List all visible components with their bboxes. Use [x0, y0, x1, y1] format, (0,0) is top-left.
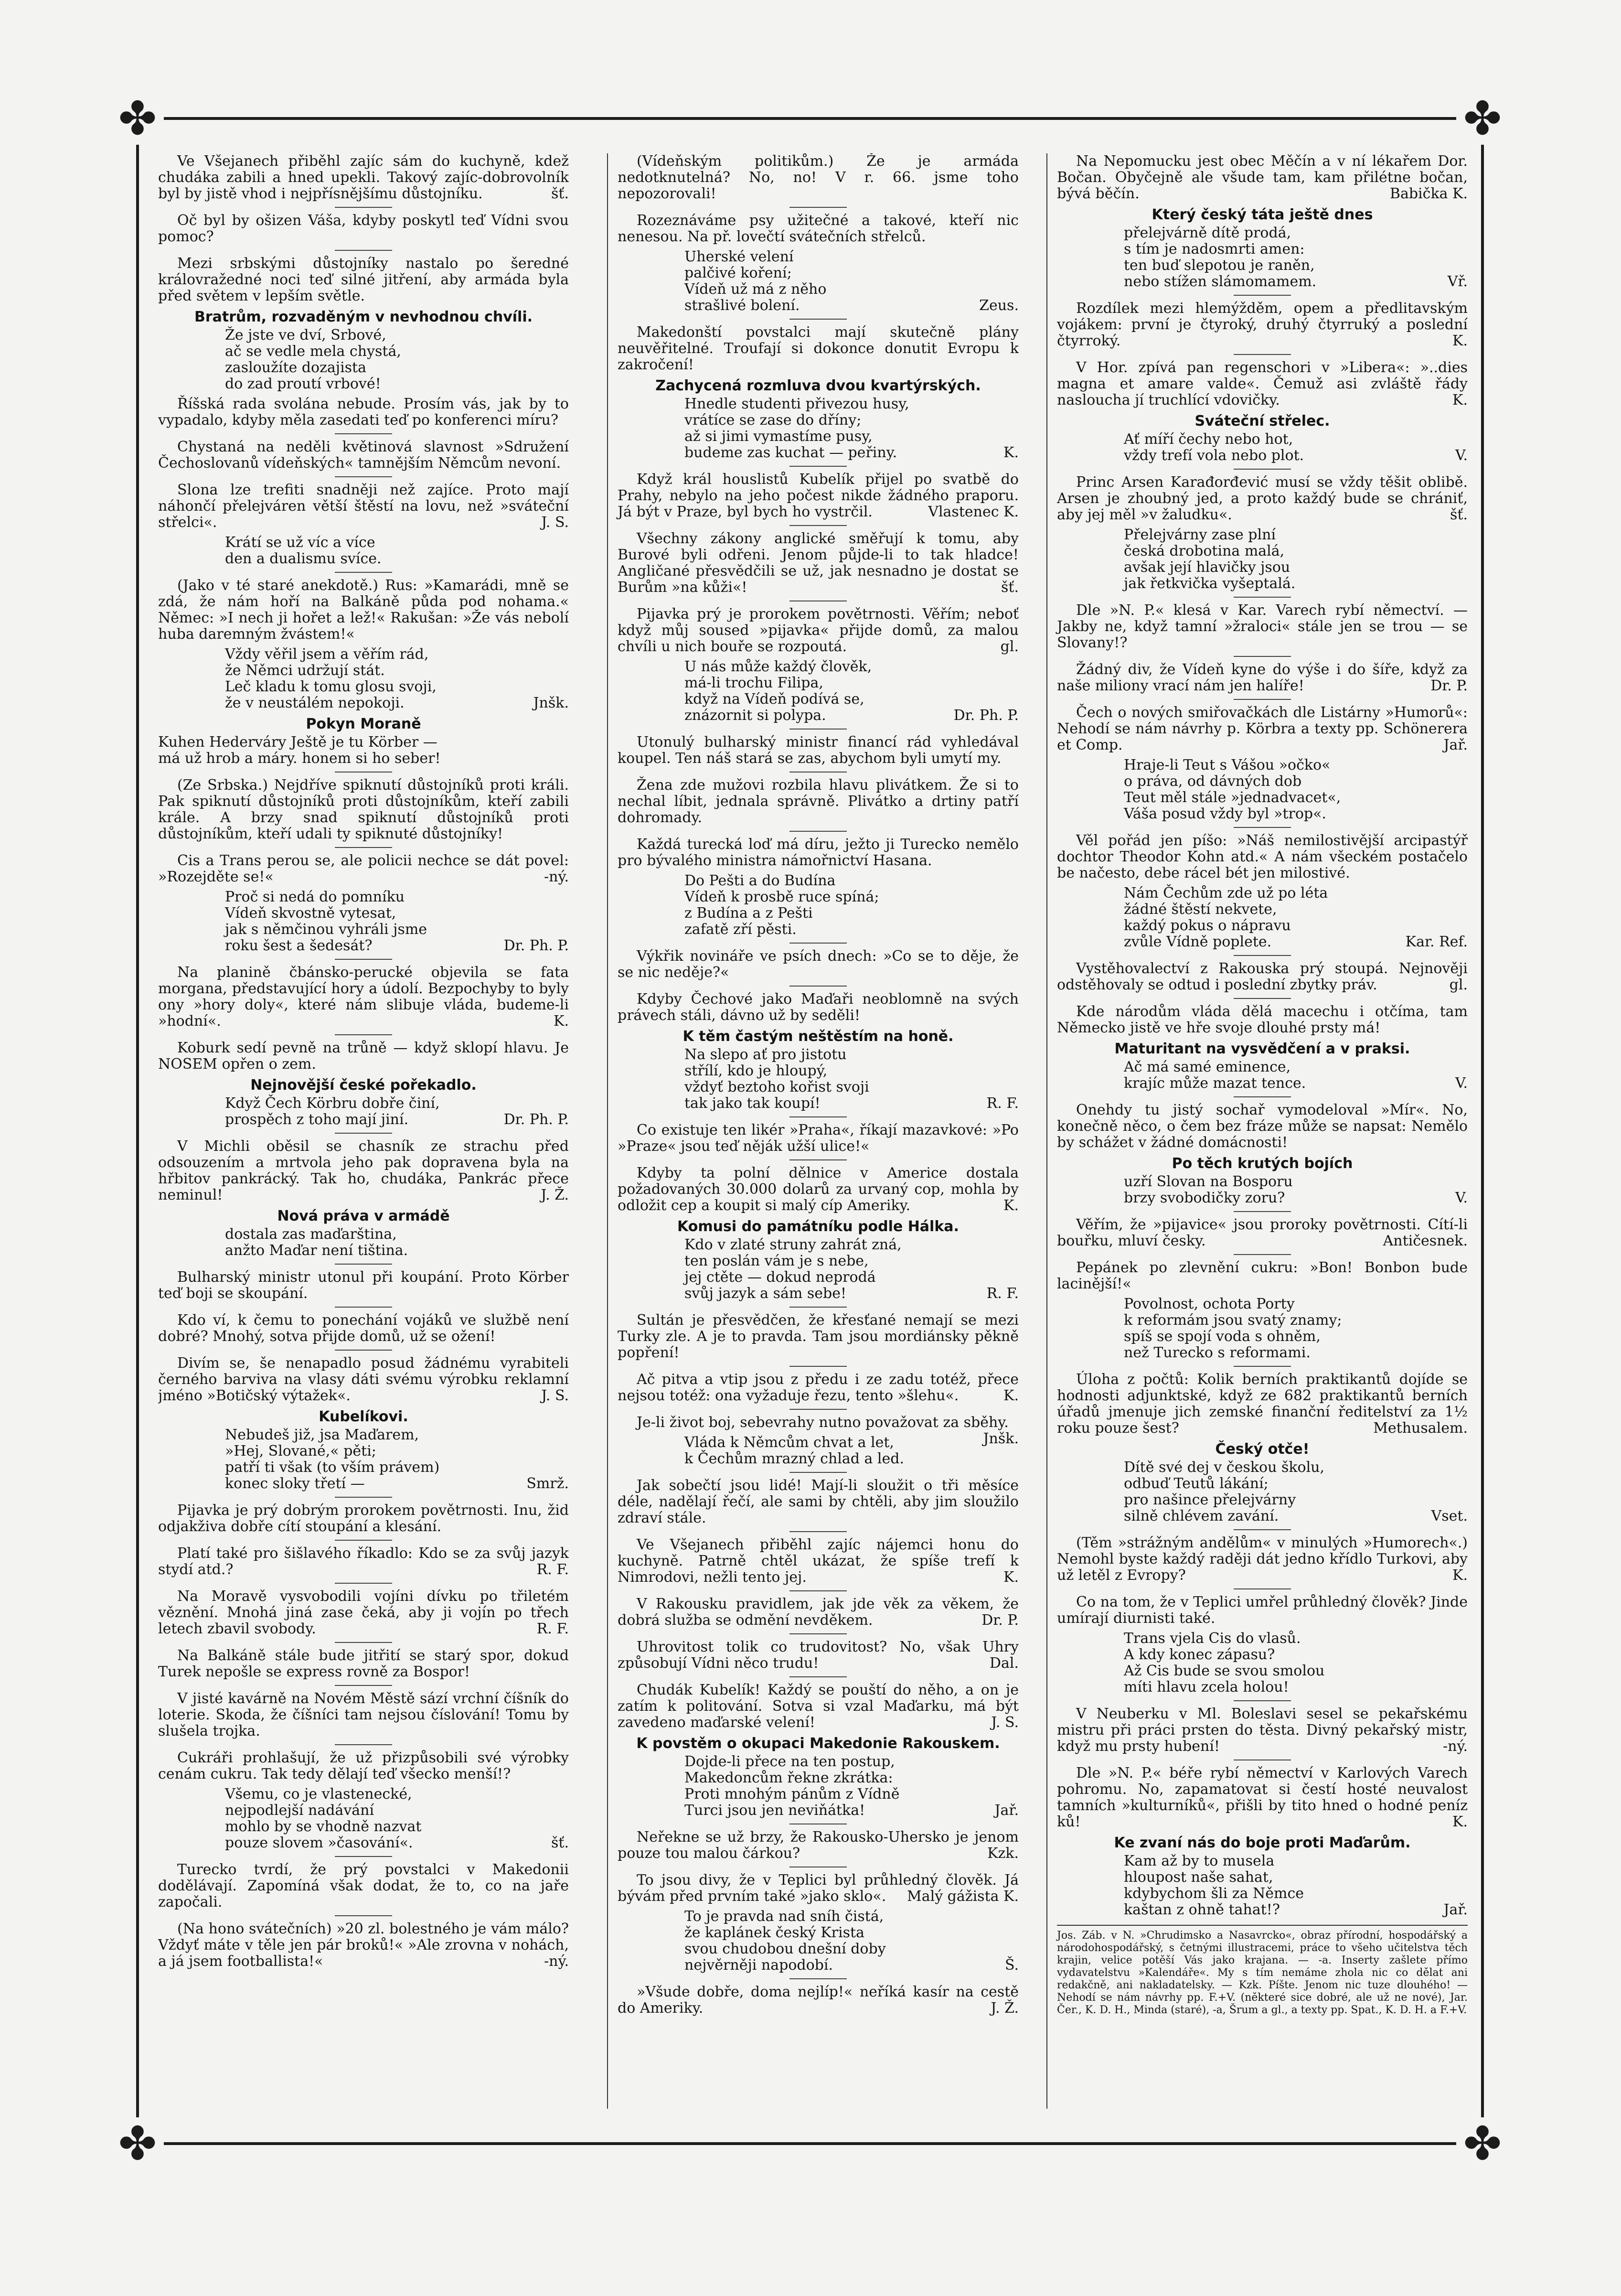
- separator: [1234, 354, 1291, 355]
- paragraph: Divím se, še nenapadlo posud žádnému vyrabiteli černého barviva na vlasy dáti svému výrobku reklamní jméno »Botičský výtažek«. J. S.: [158, 1355, 569, 1404]
- paragraph: Cis a Trans perou se, ale policii nechce se dát povel: »Rozejděte se!« -ný.: [158, 852, 569, 885]
- separator: [335, 1133, 392, 1134]
- paragraph: Turecko tvrdí, že prý povstalci v Makedonii dodělávají. Zapomíná však dodat, že to, co na jaře započali.: [158, 1861, 569, 1910]
- paragraph: Když král houslistů Kubelík přijel po svatbě do Prahy, nebylo na jeho počest nikde žádného praporu. Já být v Praze, byl bych ho vystrčil. Vlastenec K.: [618, 471, 1019, 520]
- separator: [335, 1642, 392, 1643]
- heading: Bratrům, rozvaděným v nevhodnou chvíli.: [194, 309, 533, 325]
- separator: [1234, 827, 1291, 828]
- separator: [789, 1409, 847, 1410]
- paragraph: Cukráři prohlašují, že už přizpůsobili své výrobky cenám cukru. Tak tedy dělají teď všecko menší!?: [158, 1749, 569, 1782]
- paragraph: Úloha z počtů: Kolik berních praktikantů dojíde se hodnosti adjunktské, když ze 682 praktikantů berních úřadů jmenuje jich zemské finanční ředitelství za 1½ roku pouze šest? Methusalem.: [1057, 1371, 1468, 1437]
- paragraph: Říšská rada svolána nebude. Prosím vás, jak by to vypadalo, kdyby měla zasedati teď po konferenci míru?: [158, 396, 569, 429]
- editorial-note: Jos. Záb. v N. »Chrudimsko a Nasavrcko«, obraz přírodní, hospodářský a národohospodářský, s četnými illustracemi, práce to všeho učitelstva těch krajin, velice potěší Vás jako krajana. — -a. Inserty zašlete přímo vydavatelstvu »Kalendáře«. My s tím nemáme zhola nic co dělat ani redakčně, ani nakladatelsky. — Kzk. Píšte. Jenom nic tuze dlouhého! — Nehodí se nám návrhy pp. F.+V. (některé sice dobré, ale už ne nové), Jar. Čer., K. D. H., Minda (staré), -a, Šrum a gl., a texty pp. Spat., K. D. H. a F.+V.: [1057, 1925, 1468, 2017]
- paragraph: Pepánek po zlevnění cukru: »Bon! Bonbon bude lacinější!«: [1057, 1259, 1468, 1292]
- heading: Maturitant na vysvědčení a v praksi.: [1114, 1041, 1410, 1057]
- paragraph: Jak sobečtí jsou lidé! Mají-li sloužit o tři měsíce déle, nadělají řečí, ale sami by chtěli, aby jim sloužilo zdraví stále.: [618, 1477, 1019, 1526]
- paragraph: Chudák Kubelík! Každý se pouští do něho, a on je zatím k politování. Sotva si vzal Maďarku, má být zavedeno maďarské velení! J. S.: [618, 1682, 1019, 1731]
- verse: Nebudeš již, jsa Maďarem, »Hej, Slované,« pěti; patří ti však (to vším právem) konec sloky třetí — Smrž.: [225, 1427, 569, 1492]
- separator: [789, 1366, 847, 1367]
- verse: Do Pešti a do Budína Vídeň k prosbě ruce spíná; z Budína a z Pešti zafatě zří pěsti.: [684, 872, 879, 938]
- corner-ornament-icon: ✤: [1456, 2117, 1509, 2170]
- paragraph: Kdo ví, k čemu to ponechání vojáků ve službě není dobré? Mnohý, sotva přijde domů, už se ožení!: [158, 1312, 569, 1345]
- heading: Sváteční střelec.: [1194, 413, 1330, 429]
- separator: [1234, 699, 1291, 700]
- verse: Vláda k Němcům chvat a let, k Čechům mrazný chlad a led.: [684, 1434, 904, 1467]
- separator: [335, 250, 392, 251]
- separator: [1234, 1254, 1291, 1255]
- verse: Dítě své dej v českou školu, odbuď Teutů lákání; pro našince přelejvárny silně chlévem zavání. Vset.: [1124, 1459, 1468, 1524]
- separator: [789, 1307, 847, 1308]
- heading: K povstěm o okupaci Makedonie Rakouskem.: [636, 1735, 1000, 1752]
- separator: [335, 433, 392, 434]
- corner-ornament-icon: ✤: [111, 2117, 164, 2170]
- paragraph: Kdyby ta polní dělnice v Americe dostala požadovaných 30.000 dolarů za urvaný cop, mohla by odložit cep a koupit si malý cíp Ameriky. K.: [618, 1165, 1019, 1214]
- paragraph: Na Balkáně stále bude jitřití se starý spor, dokud Turek nepošle se express rovně za Bospor!: [158, 1647, 569, 1680]
- separator: [335, 1350, 392, 1351]
- paragraph: Rozdílek mezi hlemýžděm, opem a předlitavským vojákem: první je čtyroký, druhý čtyrruký a poslední čtyrroký. K.: [1057, 300, 1468, 349]
- verse: U nás může každý člověk, má-li trochu Filipa, když na Vídeň podívá se, znázornit si polypa. Dr. Ph. P.: [684, 658, 1019, 724]
- separator: [789, 1633, 847, 1634]
- verse: Hnedle studenti přivezou husy, vrátíce se zase do dříny; až si jimi vymastíme pusy, budeme zas kuchat — peřiny. K.: [684, 396, 1019, 461]
- paragraph: Ve Všejanech přiběhl zajíc sám do kuchyně, kdež chudáka zabili a hned upekli. Takový zajíc-dobrovolník byl by jistě vhod i nejpřísnějšímu důstojníku. šť.: [158, 153, 569, 202]
- verse: Hraje-li Teut s Vášou »očko« o práva, od dávných dob Teut měl stále »jednadvacet«, Váša posud vždy byl »trop«.: [1124, 757, 1341, 822]
- paragraph: Žena zde mužovi rozbila hlavu plivátkem. Že si to nechal líbit, jednala správně. Plivátko a drtiny patří dohromady.: [618, 777, 1019, 826]
- separator: [789, 729, 847, 730]
- paragraph: Všechny zákony anglické směřují k tomu, aby Burové byli odřeni. Jenom půjde-li to tak hladce! Angličané přesvědčili se už, jak nesnadno je dostat se Burům »na kůži«! šť.: [618, 530, 1019, 596]
- separator: [1234, 597, 1291, 598]
- paragraph: Neřekne se už brzy, že Rakousko-Uhersko je jenom pouze tou malou čárkou? Kzk.: [618, 1829, 1019, 1862]
- paragraph: »Všude dobře, doma nejlíp!« neříká kasír na cestě do Ameriky. J. Ž.: [618, 1984, 1019, 2017]
- verse: Trans vjela Cis do vlasů. A kdy konec zápasu? Až Cis bude se svou smolou míti hlavu zcela holou!: [1124, 1630, 1325, 1695]
- separator: [1234, 656, 1291, 657]
- separator: [789, 1676, 847, 1677]
- paragraph: Makedonští povstalci mají skutečně plány neuvěřitelné. Troufají si dokonce donutit Evropu k zakročení!: [618, 324, 1019, 373]
- paragraph: V Michli oběsil se chasník ze strachu před odsouzením a mrtvola jeho pak dopravena byla na hřbitov pankrácký. Tak ho, chudáka, Pankrác přece neminul! J. Ž.: [158, 1138, 569, 1203]
- paragraph: V Neuberku v Ml. Boleslavi sesel se pekařskému mistru při práci prsten do těsta. Divný pekařský mistr, když mu prsty hubení! -ný.: [1057, 1706, 1468, 1755]
- separator: [789, 466, 847, 467]
- paragraph: Onehdy tu jistý sochař vymodeloval »Mír«. No, konečně něco, o čem bez fráze může se napsat: Nemělo by schážet v žádné domácnosti!: [1057, 1102, 1468, 1151]
- separator: [335, 1264, 392, 1265]
- heading: Nejnovější české pořekadlo.: [250, 1077, 477, 1094]
- verse: přelejvárně dítě prodá, s tím je nadosmrti amen: ten buď slepotou je raněn, nebo stížen slámomamem. Vř.: [1124, 225, 1468, 290]
- separator: [1234, 469, 1291, 470]
- corner-ornament-icon: ✤: [1456, 92, 1509, 145]
- separator: [1234, 1211, 1291, 1212]
- paragraph: (Jako v té staré anekdotě.) Rus: »Kamarádi, mně se zdá, že nám hoří na Balkáně půda pod nohama.« Němec: »I nech ji hořet a lež!« Rakušan: »Že vás nebolí huba daremným žvástem!«: [158, 577, 569, 643]
- paragraph: (Vídeňským politikům.) Že je armáda nedotknutelná? No, no! V r. 66. jsme toho nepozorovali!: [618, 153, 1019, 202]
- heading: Nová práva v armádě: [277, 1208, 450, 1224]
- separator: [335, 959, 392, 960]
- separator: [335, 572, 392, 573]
- paragraph: Ve Všejanech přiběhl zajíc nájemci honu do kuchyně. Patrně chtěl ukázat, že spíše trefí k Nimrodovi, nežli tento jej. K.: [618, 1536, 1019, 1586]
- separator: [789, 207, 847, 208]
- heading: Pokyn Moraně: [306, 716, 421, 732]
- separator: [335, 476, 392, 477]
- paragraph: Uhrovitost tolik co trudovitost? No, však Uhry způsobují Vídni něco trudu! Dal.: [618, 1639, 1019, 1672]
- separator: [335, 1685, 392, 1686]
- paragraph: Žádný div, že Vídeň kyne do výše i do šíře, když za naše miliony vrací nám jen halíře! Dr. P.: [1057, 661, 1468, 694]
- paragraph: Co existuje ten likér »Praha«, říkají mazavkové: »Po »Praze« jsou teď něják užší ulice!«: [618, 1122, 1019, 1155]
- verse: Dojde-li přece na ten postup, Makedoncům řekne zkrátka: Proti mnohým pánům z Vídně Turci jsou jen neviňátka! Jař.: [684, 1753, 1019, 1819]
- paragraph: (Ze Srbska.) Nejdříve spiknutí důstojníků proti králi. Pak spiknutí důstojníků proti důstojníkům, kteří zabili krále. A brzy snad spiknutí důstojníků proti důstojníkům, kteří udali ty spiknuté důstojníky!: [158, 777, 569, 842]
- paragraph: V Rakousku pravidlem, jak jde věk za věkem, že dobrá služba se odmění nevděkem. Dr. P.: [618, 1596, 1019, 1629]
- heading: Český otče!: [1215, 1441, 1310, 1458]
- separator: [335, 847, 392, 848]
- heading: Kubelíkovi.: [319, 1408, 408, 1425]
- heading: Po těch krutých bojích: [1172, 1155, 1353, 1172]
- verse: Kdo v zlaté struny zahrát zná, ten poslán vám je s nebe, jej ctěte — dokud neprodá svůj jazyk a sám sebe! R. F.: [684, 1236, 1019, 1302]
- separator: [1234, 955, 1291, 956]
- heading: Zachycená rozmluva dvou kvartýrských.: [655, 377, 981, 394]
- separator: [789, 1116, 847, 1117]
- paragraph: Platí také pro šišlavého říkadlo: Kdo se za svůj jazyk stydí atd.? R. F.: [158, 1545, 569, 1578]
- verse: Všemu, co je vlastenecké, nejpodlejší nadávání mohlo by se vhodně nazvat pouze slovem »časování«. šť.: [225, 1786, 569, 1851]
- separator: [789, 831, 847, 832]
- verse: Když Čech Körbru dobře činí, prospěch z toho mají jiní. Dr. Ph. P.: [225, 1095, 569, 1128]
- separator: [335, 1744, 392, 1745]
- paragraph: Na planině čbánsko-perucké objevila se fata morgana, představující hory a údolí. Bezpochyby to byly ony »hory doly«, které nám slibuje vláda, budeme-li »hodní«. K.: [158, 964, 569, 1030]
- separator: [789, 1472, 847, 1473]
- paragraph: Bulharský ministr utonul při koupání. Proto Körber teď boji se skoupání.: [158, 1269, 569, 1302]
- paragraph: Věřím, že »pijavice« jsou proroky povětrnosti. Cítí-li bouřku, mluví česky. Antičesnek.: [1057, 1216, 1468, 1249]
- verse: Ať míří čechy nebo hot, vždy trefí vola nebo plot. V.: [1124, 431, 1468, 464]
- verse: Krátí se už víc a více den a dualismu svíce.: [225, 534, 382, 567]
- separator: [1234, 1096, 1291, 1097]
- verse: dostala zas maďarština, anžto Maďar není tiština.: [225, 1226, 408, 1259]
- separator: [335, 1034, 392, 1035]
- verse: Uherské velení palčivé koření; Vídeň už má z něho strašlivé bolení. Zeus.: [684, 248, 1019, 314]
- paragraph: Utonulý bulharský ministr financí rád vyhledával koupel. Ten náš stará se zas, abychom byli umytí my.: [618, 734, 1019, 767]
- verse: To je pravda nad sníh čistá, že kaplánek český Krista svou chudobou dnešní doby nejvěrněji napodobí. Š.: [684, 1908, 1019, 1974]
- paragraph: Čech o nových smiřovačkách dle Listárny »Humorů«: Nehodí se nám návrhy p. Körbra a texty pp. Schönerera et Comp. Jař.: [1057, 704, 1468, 753]
- separator: [789, 1531, 847, 1532]
- separator: [335, 1307, 392, 1308]
- page-frame: [118, 92, 1502, 2170]
- paragraph: Co na tom, že v Teplici umřel průhledný člověk? Jinde umírají diurnisti také.: [1057, 1594, 1468, 1627]
- verse: Přelejvárny zase plní česká drobotina malá, avšak její hlavičky jsou jak řetkvička vyšeptalá.: [1124, 526, 1296, 592]
- verse: Kam až by to musela hloupost naše sahat, kdybychom šli za Němce kaštan z ohně tahat!? Jař.: [1124, 1853, 1468, 1918]
- verse: Že jste ve dví, Srbové, ač se vedle mela chystá, zasloužíte dozajista do zad proutí vrbové!: [225, 327, 401, 392]
- paragraph: (Těm »strážným andělům« v minulých »Humorech«.) Nemohl byste každý raději dát jedno křídlo Turkovi, aby už letěl z Evropy? K.: [1057, 1534, 1468, 1584]
- separator: [789, 319, 847, 320]
- paragraph: Věl pořád jen píšo: »Náš nemilostivější arcipastýř dochtor Theodor Kohn atd.« A nám všeckém postačelo be načesto, debe rácel bét jen milostivé.: [1057, 832, 1468, 881]
- paragraph: Výkřik novináře ve psích dnech: »Co se to děje, že se nic neděje?«: [618, 948, 1019, 981]
- paragraph: Je-li život boj, sebevrahy nutno považovat za sběhy. Jnšk.: [637, 1414, 1019, 1447]
- paragraph: Pijavka prý je prorokem povětrnosti. Věřím; neboť když můj soused »pijavka« přijde domů, za malou chvíli u nich bouře se rozpoutá. gl.: [618, 606, 1019, 655]
- verse: Nám Čechům zde už po léta žádné štěstí nekvete, každý pokus o nápravu zvůle Vídně poplete. Kar. Ref.: [1124, 885, 1468, 950]
- paragraph: Kde národům vláda dělá macechu i otčíma, tam Německo jistě ve hře svoje dlouhé prsty má!: [1057, 1003, 1468, 1036]
- heading: Ke zvaní nás do boje proti Maďarům.: [1114, 1835, 1411, 1851]
- paragraph: Oč byl by ošizen Váša, kdyby poskytl teď Vídni svou pomoc?: [158, 212, 569, 245]
- column-3: [1046, 153, 1468, 2109]
- paragraph: Slona lze trefiti snadněji než zajíce. Proto mají náhončí přelejváren větší štěstí na lovu, než »sváteční střelci«. J. S.: [158, 482, 569, 531]
- column-2: [607, 153, 1019, 2109]
- separator: [789, 986, 847, 987]
- paragraph: Koburk sedí pevně na trůně — když sklopí hlavu. Je NOSEM opřen o zem.: [158, 1040, 569, 1073]
- separator: [789, 525, 847, 526]
- paragraph: Chystaná na neděli květinová slavnost »Sdružení Čechoslovanů vídeňských« tamnějším Němcům nevoní.: [158, 439, 569, 472]
- paragraph: V Hor. zpívá pan regenschori v »Libera«: »..dies magna et amare valde«. Čemuž asi zvláště řády nasloucha jí truchlící vdovičky. K.: [1057, 359, 1468, 408]
- paragraph: Kdyby Čechové jako Maďaři neoblomně na svých právech stáli, dávno už by seděli!: [618, 991, 1019, 1024]
- separator: [335, 1915, 392, 1916]
- separator: [1234, 1588, 1291, 1589]
- paragraph: Na Nepomucku jest obec Měčín a v ní lékařem Dor. Bočan. Obyčejně ale všude tam, kam přilétne bočan, bývá běčín. Babička K.: [1057, 153, 1468, 202]
- separator: [335, 1497, 392, 1498]
- paragraph: Každá turecká loď má díru, ježto ji Turecko nemělo pro bývalého ministra námořnictví Hasana.: [618, 836, 1019, 869]
- verse: Proč si nedá do pomníku Vídeň skvostně vytesat, jak s němčinou vyhráli jsme roku šest a šedesát? Dr. Ph. P.: [225, 889, 569, 954]
- separator: [1234, 1700, 1291, 1701]
- paragraph: (Na hono svátečních) »20 zl. bolestného je vám málo? Vždyť máte v těle jen pár broků!« »Ale zrovna v nohách, a já jsem footballista!« -ný.: [158, 1920, 569, 1970]
- separator: [1234, 998, 1291, 999]
- paragraph: Na Moravě vysvobodili vojíni dívku po třiletém věznění. Mnohá jiná zase čeká, aby ji vojín po třech letech zbavil svobody. R. F.: [158, 1588, 569, 1637]
- heading: Komusi do památníku podle Hálka.: [677, 1218, 959, 1235]
- separator: [1234, 1529, 1291, 1530]
- verse: Vždy věřil jsem a věřím rád, že Němci udržují stát. Leč kladu k tomu glosu svoji, že v neustálém nepokoji. Jnšk.: [225, 646, 569, 711]
- separator: [1234, 295, 1291, 296]
- heading: Který český táta ještě dnes: [1152, 206, 1373, 223]
- paragraph: Rozeznáváme psy užitečné a takové, kteří nic nenesou. Na př. lovečtí svátečních střelců.: [618, 212, 1019, 245]
- verse: Kuhen Hederváry Ještě je tu Körber — má už hrob a máry. honem si ho seber!: [158, 734, 441, 767]
- paragraph: To jsou divy, že v Teplici byl průhledný člověk. Já bývám před prvním také »jako sklo«. Malý gážista K.: [618, 1872, 1019, 1905]
- column-1: [158, 153, 569, 2109]
- paragraph: Mezi srbskými důstojníky nastalo po šeredné královražedné noci teď silné jitření, aby armáda byla před světem v lepším světle.: [158, 255, 569, 304]
- paragraph: Dle »N. P.« béře rybí němectví v Karlových Varech pohromu. No, zapamatovat si čestí hosté neuvalost tamních »kulturníků«, přišli by tito hned o hodné peníz ků! K.: [1057, 1765, 1468, 1830]
- separator: [335, 1583, 392, 1584]
- paragraph: V jisté kavárně na Novém Městě sází vrchní číšník do loterie. Skoda, že číšníci tam nejsou číslování! Tomu by slušela trojka.: [158, 1690, 569, 1739]
- separator: [789, 943, 847, 944]
- separator: [335, 1540, 392, 1541]
- paragraph: Ač pitva a vtip jsou z předu i ze zadu totéž, přece nejsou totéž: ona vyžaduje řezu, tento »šlehu«. K.: [618, 1371, 1019, 1404]
- paragraph: Sultán je přesvědčen, že křesťané nemají se mezi Turky zle. A je to pravda. Tam jsou mordiánsky pěkně popření!: [618, 1312, 1019, 1361]
- paragraph: Pijavka je prý dobrým prorokem povětrnosti. Inu, žid odjakživa dobře cítí stoupání a klesání.: [158, 1502, 569, 1535]
- separator: [789, 1159, 847, 1160]
- verse: uzří Slovan na Bosporu brzy svobodičky zoru? V.: [1124, 1173, 1468, 1206]
- separator: [789, 1978, 847, 1979]
- separator: [789, 1590, 847, 1591]
- paragraph: Vystěhovalectví z Rakouska prý stoupá. Nejnověji odstěhovaly se odtud i poslední zbytky práv. gl.: [1057, 960, 1468, 993]
- separator: [335, 207, 392, 208]
- heading: K těm častým neštěstím na honě.: [683, 1028, 954, 1045]
- corner-ornament-icon: ✤: [111, 92, 164, 145]
- verse: Na slepo ať pro jistotu střílí, kdo je hloupý, vždyť beztoho kořist svoji tak jako tak koupí! R. F.: [684, 1046, 1019, 1112]
- paragraph: Dle »N. P.« klesá v Kar. Varech rybí němectví. — Jakby ne, když tamní »žraloci« stále jen se trou — se Slovany!?: [1057, 602, 1468, 651]
- paragraph: Princ Arsen Karađorđević musí se vždy těšit oblibě. Arsen je zhoubný jed, a proto každý bude se chrániť, aby jej měl »v žaludku«. šť.: [1057, 474, 1468, 523]
- separator: [1234, 1366, 1291, 1367]
- verse: Povolnost, ochota Porty k reformám jsou svatý znamy; spíš se spojí voda s ohněm, než Turecko s reformami.: [1124, 1296, 1342, 1361]
- separator: [335, 1856, 392, 1857]
- verse: Ač má samé eminence, krajíc může mazat tence. V.: [1124, 1059, 1468, 1092]
